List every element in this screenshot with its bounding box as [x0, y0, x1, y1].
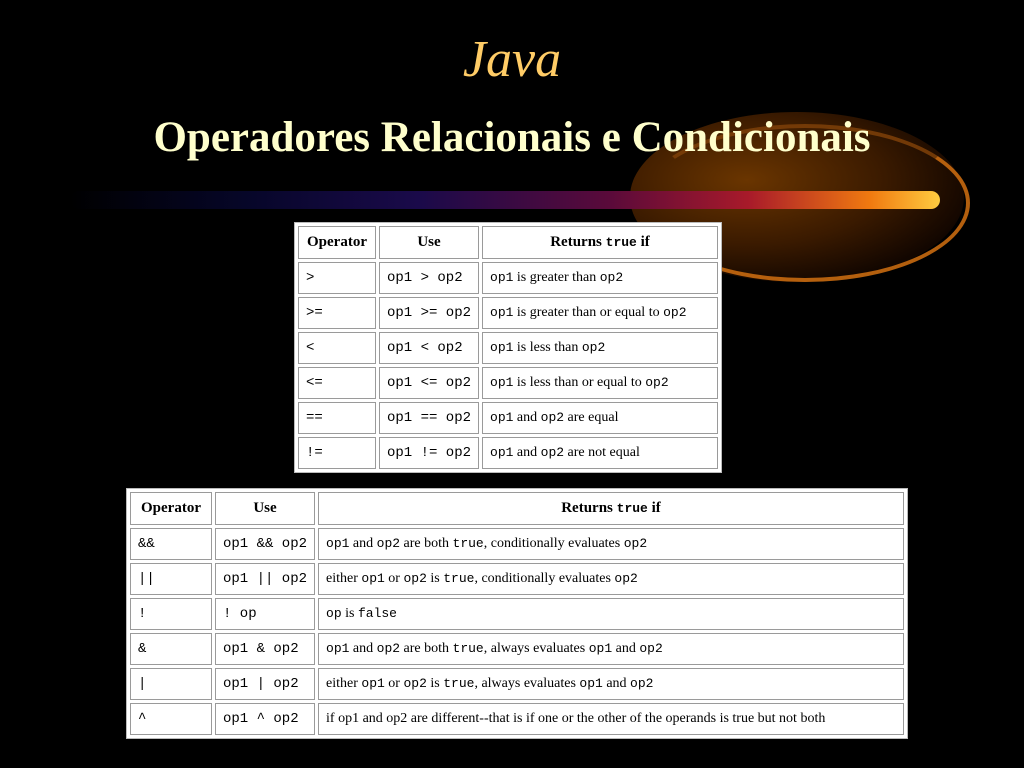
- returns-code-fragment: op1: [326, 536, 350, 551]
- table-row: [298, 262, 718, 294]
- operator-cell: ==: [298, 402, 376, 434]
- returns-code-fragment: op2: [630, 676, 654, 691]
- returns-cell: [482, 332, 718, 364]
- header-operator: Operator: [298, 226, 376, 259]
- operator-cell: |: [130, 668, 212, 700]
- operator-cell: ||: [130, 563, 212, 595]
- returns-code-fragment: op2: [639, 641, 663, 656]
- returns-text-fragment: is: [426, 571, 444, 586]
- returns-cell: [482, 262, 718, 294]
- header-returns-text: Returns: [561, 500, 613, 516]
- returns-text-fragment: or: [384, 571, 404, 586]
- decorative-swoosh-bar: [70, 191, 940, 209]
- returns-code-fragment: op2: [540, 445, 565, 460]
- returns-text-fragment: and: [513, 445, 541, 460]
- table-row: [130, 633, 904, 665]
- use-cell: op1 < op2: [379, 332, 479, 364]
- returns-code-fragment: op2: [376, 641, 401, 656]
- use-cell: op1 || op2: [215, 563, 315, 595]
- table-row: [130, 528, 904, 560]
- returns-code-fragment: op1: [490, 375, 514, 390]
- returns-code-fragment: op2: [376, 536, 401, 551]
- returns-text-fragment: , always evaluates: [483, 641, 589, 656]
- returns-text-fragment: is less than: [513, 340, 582, 355]
- conditional-operators-table: [126, 488, 908, 739]
- returns-code-fragment: op1: [490, 270, 514, 285]
- use-cell: op1 == op2: [379, 402, 479, 434]
- operator-cell: >: [298, 262, 376, 294]
- table-row: [298, 367, 718, 399]
- returns-text-fragment: are equal: [564, 410, 619, 425]
- returns-code-fragment: op1: [588, 641, 613, 656]
- returns-text-fragment: is greater than: [513, 270, 600, 285]
- returns-cell: [482, 367, 718, 399]
- returns-code-fragment: op1: [490, 410, 514, 425]
- returns-cell: [318, 668, 904, 700]
- operator-cell: &: [130, 633, 212, 665]
- returns-code-fragment: op2: [403, 571, 427, 586]
- use-cell: op1 | op2: [215, 668, 315, 700]
- returns-cell: [318, 598, 904, 630]
- use-cell: op1 != op2: [379, 437, 479, 469]
- table-row: [298, 402, 718, 434]
- header-operator: Operator: [130, 492, 212, 525]
- slide-subtitle: Operadores Relacionais e Condicionais: [153, 114, 871, 161]
- header-returns-text: Returns: [550, 234, 602, 250]
- returns-text-fragment: and: [612, 641, 640, 656]
- returns-text-fragment: either: [326, 571, 362, 586]
- returns-code-fragment: op1: [490, 445, 514, 460]
- relational-table-body: [298, 262, 718, 469]
- returns-code-fragment: op2: [663, 305, 687, 320]
- returns-text-fragment: either: [326, 676, 362, 691]
- table-row: [298, 297, 718, 329]
- header-returns-code: true: [616, 501, 648, 516]
- returns-text-fragment: is less than or equal to: [513, 375, 646, 390]
- use-cell: ! op: [215, 598, 315, 630]
- returns-code-fragment: op2: [581, 340, 606, 355]
- relational-operators-table: [294, 222, 722, 473]
- returns-cell: [318, 703, 904, 735]
- returns-text-fragment: and: [602, 676, 631, 691]
- returns-code-fragment: op2: [623, 536, 648, 551]
- header-returns-code: true: [605, 235, 637, 250]
- returns-text-fragment: are not equal: [564, 445, 640, 460]
- returns-cell: [482, 437, 718, 469]
- returns-code-fragment: op1: [361, 676, 385, 691]
- returns-text-fragment: are both: [400, 536, 453, 551]
- use-cell: op1 > op2: [379, 262, 479, 294]
- returns-cell: [318, 528, 904, 560]
- returns-code-fragment: op1: [579, 676, 603, 691]
- returns-code-fragment: false: [357, 606, 397, 621]
- table-row: [130, 703, 904, 735]
- header-use: Use: [215, 492, 315, 525]
- operator-cell: !=: [298, 437, 376, 469]
- returns-text-fragment: , always evaluates: [474, 676, 580, 691]
- returns-cell: [318, 563, 904, 595]
- header-returns-if: if: [640, 234, 650, 250]
- table-header-row: [130, 492, 904, 525]
- header-returns: [318, 492, 904, 525]
- table-row: [130, 563, 904, 595]
- operator-cell: <=: [298, 367, 376, 399]
- returns-text-fragment: , conditionally evaluates: [483, 536, 624, 551]
- operator-cell: !: [130, 598, 212, 630]
- returns-text-fragment: is: [341, 606, 358, 621]
- use-cell: op1 ^ op2: [215, 703, 315, 735]
- table-row: [298, 332, 718, 364]
- returns-text-fragment: if op1 and op2 are different--that is if one or the other of the operands is true but not both: [326, 711, 826, 726]
- table-row: [298, 437, 718, 469]
- use-cell: op1 && op2: [215, 528, 315, 560]
- operator-cell: >=: [298, 297, 376, 329]
- returns-text-fragment: , conditionally evaluates: [474, 571, 615, 586]
- returns-code-fragment: op1: [490, 340, 514, 355]
- use-cell: op1 >= op2: [379, 297, 479, 329]
- returns-code-fragment: op1: [490, 305, 514, 320]
- conditional-table-body: [130, 528, 904, 735]
- table-row: [130, 668, 904, 700]
- returns-code-fragment: true: [443, 676, 475, 691]
- returns-code-fragment: op2: [540, 410, 565, 425]
- use-cell: op1 <= op2: [379, 367, 479, 399]
- returns-code-fragment: op: [326, 606, 342, 621]
- table-row: [130, 598, 904, 630]
- returns-code-fragment: true: [443, 571, 475, 586]
- returns-text-fragment: is: [426, 676, 444, 691]
- returns-code-fragment: true: [452, 641, 484, 656]
- operator-cell: &&: [130, 528, 212, 560]
- returns-text-fragment: and: [349, 536, 377, 551]
- slide-title: Java: [462, 31, 562, 88]
- header-returns-if: if: [651, 500, 661, 516]
- returns-code-fragment: op2: [645, 375, 669, 390]
- returns-text-fragment: are both: [400, 641, 453, 656]
- returns-code-fragment: op2: [614, 571, 638, 586]
- returns-code-fragment: op2: [403, 676, 427, 691]
- operator-cell: ^: [130, 703, 212, 735]
- operator-cell: <: [298, 332, 376, 364]
- returns-text-fragment: or: [384, 676, 404, 691]
- returns-text-fragment: is greater than or equal to: [513, 305, 664, 320]
- returns-code-fragment: true: [452, 536, 484, 551]
- use-cell: op1 & op2: [215, 633, 315, 665]
- returns-code-fragment: op1: [361, 571, 385, 586]
- returns-cell: [482, 297, 718, 329]
- returns-text-fragment: and: [349, 641, 377, 656]
- returns-text-fragment: and: [513, 410, 541, 425]
- header-returns: [482, 226, 718, 259]
- returns-code-fragment: op1: [326, 641, 350, 656]
- returns-cell: [318, 633, 904, 665]
- returns-cell: [482, 402, 718, 434]
- header-use: Use: [379, 226, 479, 259]
- table-header-row: [298, 226, 718, 259]
- returns-code-fragment: op2: [599, 270, 624, 285]
